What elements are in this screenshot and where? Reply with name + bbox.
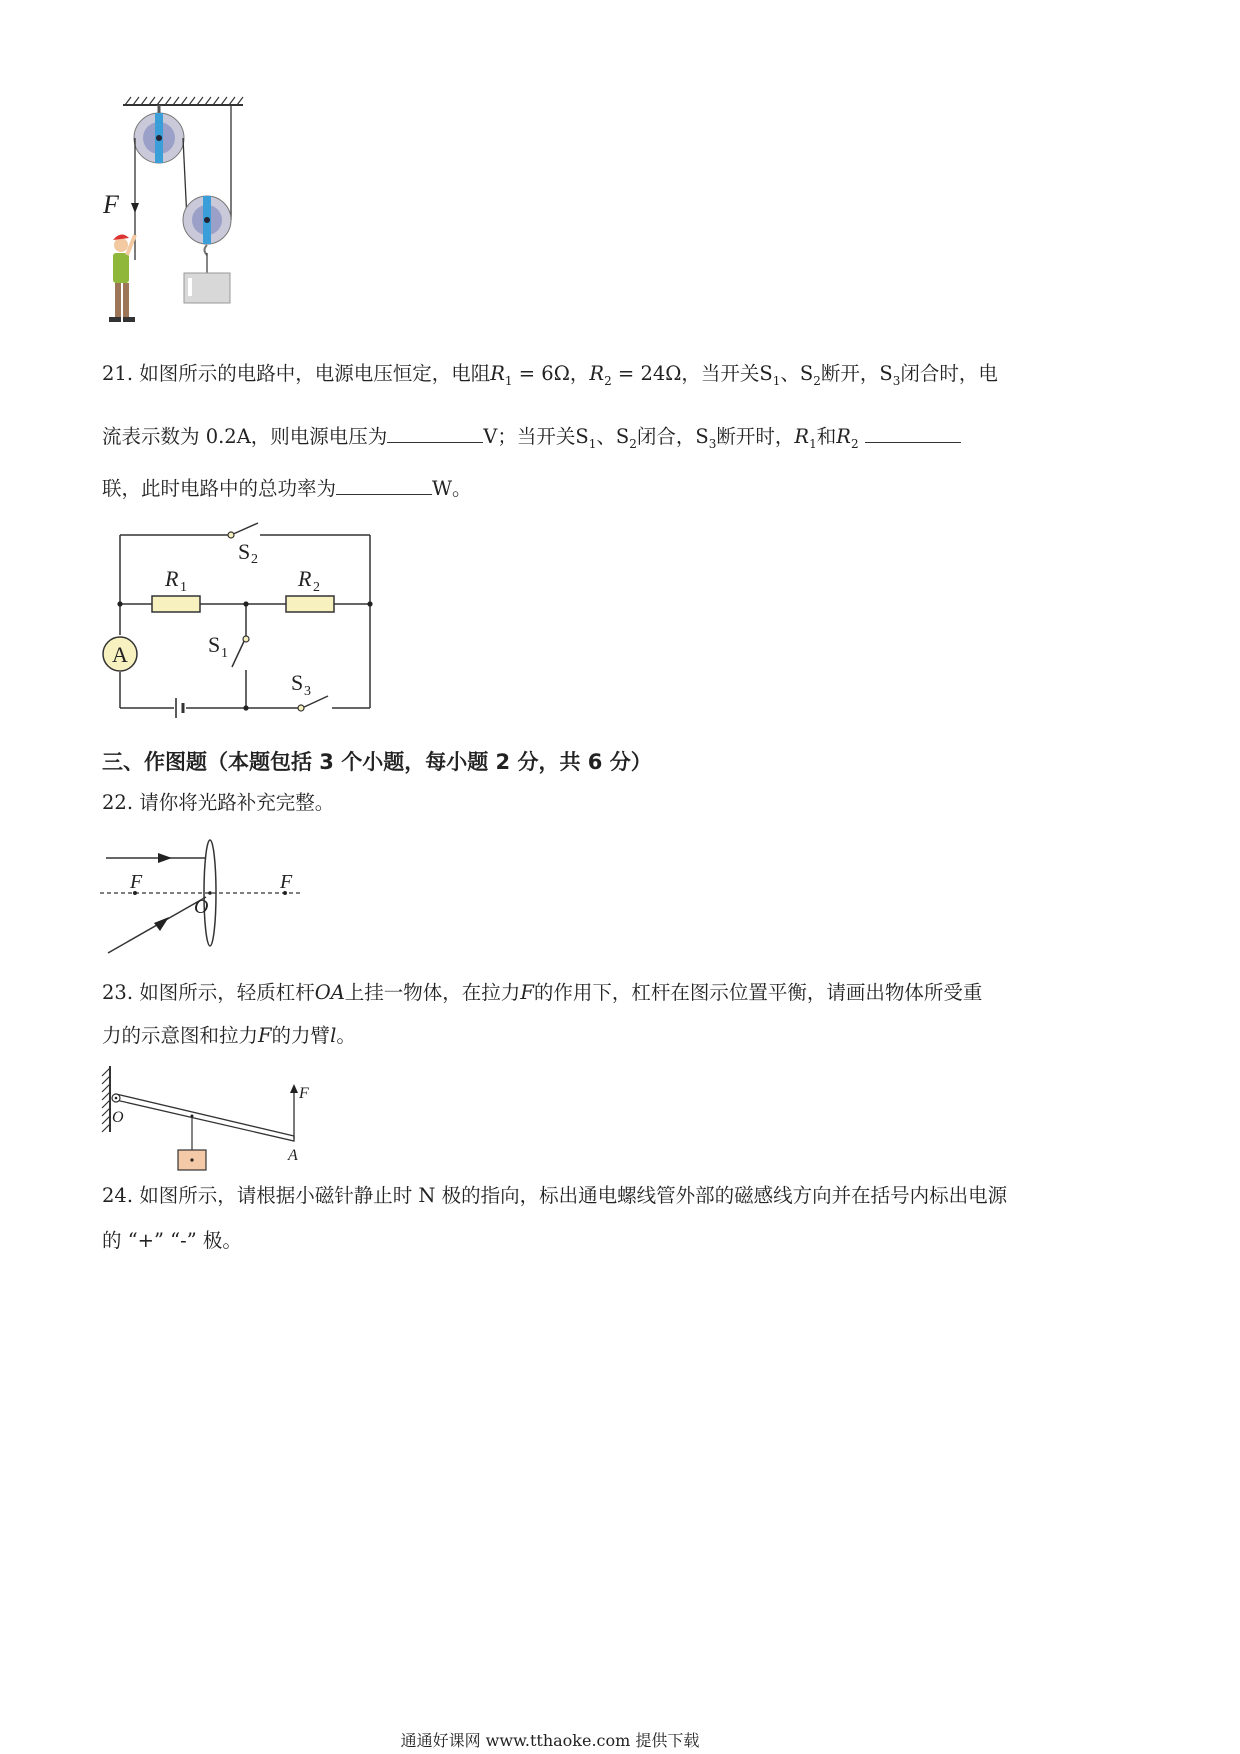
lens-focus-right: F	[280, 871, 293, 893]
r1-symbol-2: R	[794, 425, 810, 448]
q23-l: l	[330, 1024, 337, 1047]
q23-l2c: 。	[336, 1024, 356, 1047]
section-3-heading: 三、作图题（本题包括 3 个小题，每小题 2 分，共 6 分）	[102, 750, 652, 774]
s1-sub: 1	[772, 373, 781, 388]
q23-line1	[102, 980, 982, 1006]
s2-sub: 2	[813, 373, 821, 388]
s2-label-sub: 2	[251, 552, 258, 567]
answer-blank-connection[interactable]	[865, 420, 961, 443]
s1-sub-2: 1	[588, 436, 597, 451]
q21-l2a: 流表示数为 0.2A，则电源电压为	[102, 425, 388, 448]
r2-sub-2: 2	[850, 436, 859, 451]
s3-sub-2: 3	[708, 436, 717, 451]
q21-l2e: 断开时，	[716, 425, 795, 448]
r2-sub: 2	[604, 373, 612, 388]
s1-label-sub: 1	[221, 646, 228, 661]
q21-line2	[102, 420, 961, 457]
q21-l2f: 和	[816, 425, 837, 448]
q21-l3b: W。	[432, 477, 472, 500]
circuit-figure	[98, 515, 388, 725]
lever-figure	[98, 1060, 318, 1172]
q21-l1a: 如图所示的电路中，电源电压恒定，电阻	[139, 362, 491, 385]
q23-l1c: 的作用下，杠杆在图示位置平衡，请画出物体所受重	[533, 981, 983, 1004]
r2-symbol-2: R	[836, 425, 851, 448]
answer-blank-power[interactable]	[336, 472, 432, 495]
s3-label-sub: 3	[304, 684, 311, 699]
q21-l1c: 断开，S	[820, 362, 893, 385]
q21-l1b: 、S	[780, 362, 814, 385]
q23-oa: OA	[314, 981, 345, 1004]
q23-f-2: F	[258, 1024, 272, 1047]
q21-l2d: 闭合，S	[636, 425, 709, 448]
q23-l2a: 力的示意图和拉力	[102, 1024, 259, 1047]
r1-sub: 1	[504, 373, 513, 388]
pulley-force-label: F	[103, 190, 119, 219]
lens-figure	[98, 833, 308, 963]
ammeter-label: A	[112, 642, 128, 667]
q22-text: 22. 请你将光路补充完整。	[102, 791, 335, 814]
q23-l1a: 23. 如图所示，轻质杠杆	[102, 981, 315, 1004]
q24-line2: 的 “+” “-” 极。	[102, 1229, 242, 1252]
s3-sub: 3	[892, 373, 901, 388]
q23-f: F	[520, 981, 534, 1004]
s3-label: S	[291, 670, 304, 695]
r1-sub-2: 1	[809, 436, 817, 451]
q21-r1eq: = 6Ω，	[512, 362, 590, 385]
q21-l3a: 联，此时电路中的总功率为	[102, 477, 337, 500]
page-footer: 通通好课网 www.tthaoke.com 提供下载	[400, 1731, 700, 1750]
q21-r2eq: = 24Ω，当开关S	[611, 362, 773, 385]
lever-pivot-label: O	[112, 1109, 124, 1126]
r2-label: R	[298, 566, 312, 591]
r1-symbol: R	[490, 362, 505, 385]
q21-l2b: V；当开关S	[483, 425, 589, 448]
lever-end-label: A	[288, 1147, 298, 1164]
r2-symbol: R	[589, 362, 605, 385]
q23-line2	[102, 1023, 356, 1049]
q21-line1	[102, 361, 998, 394]
s2-sub-2: 2	[629, 436, 637, 451]
pulley-figure	[95, 95, 265, 345]
q23-l1b: 上挂一物体，在拉力	[344, 981, 521, 1004]
r2-label-sub: 2	[313, 580, 320, 595]
q21-number: 21.	[102, 362, 134, 385]
lever-force-label: F	[299, 1085, 309, 1102]
lens-focus-left: F	[130, 871, 143, 893]
s2-label: S	[238, 539, 251, 564]
q21-l2c: 、S	[596, 425, 630, 448]
q24-line1: 24. 如图所示，请根据小磁针静止时 N 极的指向，标出通电螺线管外部的磁感线方向并在括号内标出电源	[102, 1184, 1008, 1207]
q21-l1d: 闭合时，电	[900, 362, 998, 385]
r1-label-sub: 1	[180, 580, 187, 595]
s1-label: S	[208, 632, 221, 657]
q21-line3	[102, 472, 472, 502]
lens-optical-center: O	[194, 896, 209, 918]
answer-blank-voltage[interactable]	[387, 420, 483, 443]
r1-label: R	[165, 566, 179, 591]
q23-l2b: 的力臂	[271, 1024, 331, 1047]
